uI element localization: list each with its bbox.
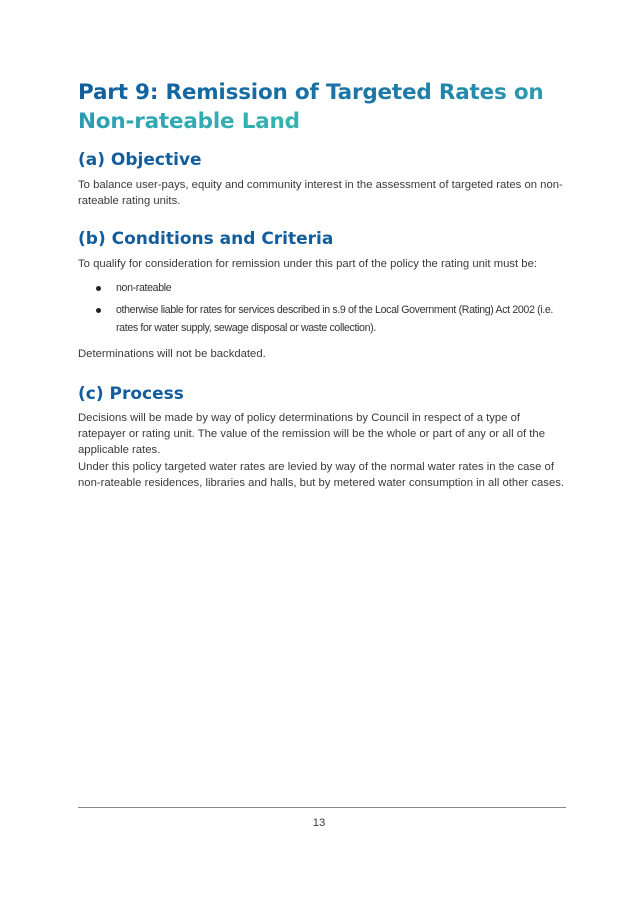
page-number: 13 <box>312 817 326 829</box>
page-title <box>78 78 578 136</box>
conditions-heading: (b) Conditions and Criteria <box>78 229 334 249</box>
objective-paragraph: To balance user-pays, equity and community interest in the assessment of targeted rates on non-rateable rating units. <box>78 179 563 207</box>
list-item: otherwise liable for rates for services described in s.9 of the Local Government (Rating) Act 2002 (i.e. rates for water supply, sewage disposal or waste collection). <box>94 301 574 337</box>
footer-divider <box>78 807 566 808</box>
process-paragraph-1: Decisions will be made by way of policy determinations by Council in respect of a type of ratepayer or rating unit. The value of the remission will be the whole or part of any or all of the applicable rates. <box>78 412 545 456</box>
conditions-intro: To qualify for consideration for remission under this part of the policy the rating unit must be: <box>78 258 538 270</box>
page-title-text: Part 9: Remission of Targeted Rates on Non-rateable Land <box>78 80 544 134</box>
conditions-note: Determinations will not be backdated. <box>78 348 266 360</box>
conditions-bullet-list <box>94 279 574 341</box>
list-item: non-rateable <box>94 279 574 297</box>
process-heading: (c) Process <box>78 384 184 404</box>
objective-heading: (a) Objective <box>78 150 202 170</box>
process-paragraph-2: Under this policy targeted water rates are levied by way of the normal water rates in the case of non-rateable residences, libraries and halls, but by metered water consumption in all other cases. <box>78 461 565 489</box>
